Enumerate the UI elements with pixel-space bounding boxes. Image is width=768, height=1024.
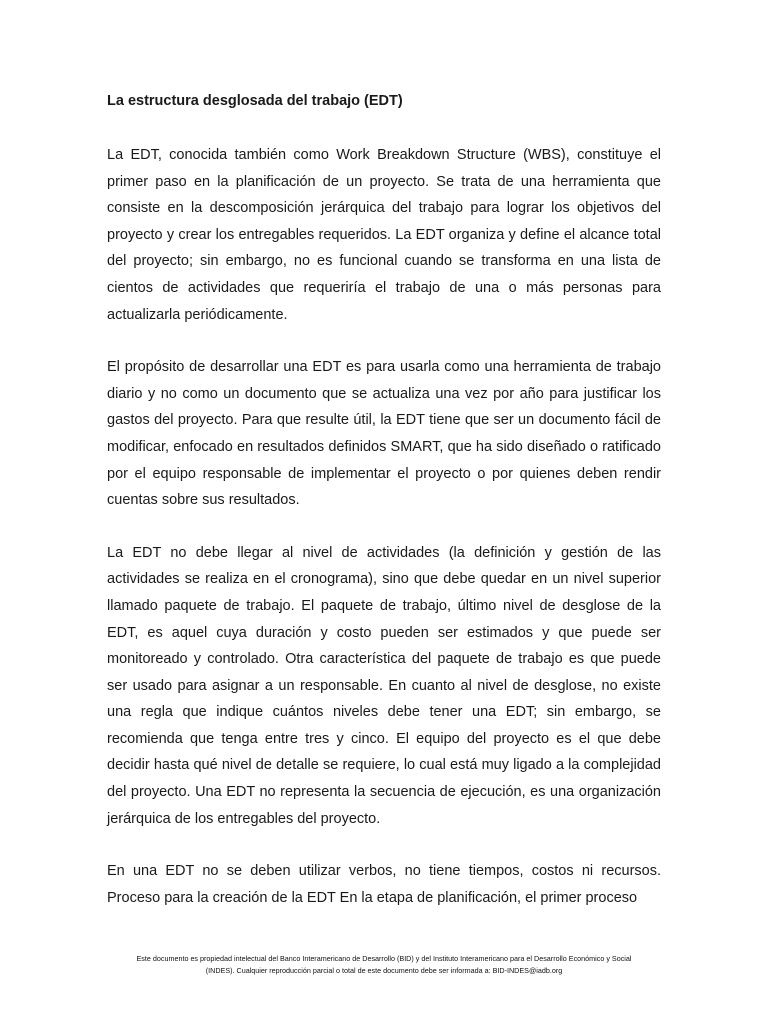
paragraph-work-package: La EDT no debe llegar al nivel de actividades (la definición y gestión de las actividades se realiza en el cronograma), sino que debe quedar en un nivel superior llamado paquete de trabajo. El paquete de trabajo, último nivel de desglose de la EDT, es aquel cuya duración y costo pueden ser estimados y que puede ser monitoreado y controlado. Otra característica del paquete de trabajo es que puede ser usado para asignar a un responsable. En cuanto al nivel de desglose, no existe una regla que indique cuántos niveles debe tener una EDT; sin embargo, se recomienda que tenga entre tres y cinco. El equipo del proyecto es el que debe decidir hasta qué nivel de detalle se requiere, lo cual está muy ligado a la complejidad del proyecto. Una EDT no representa la secuencia de ejecución, es una organización jerárquica de los entregables del proyecto.	[107, 544, 661, 827]
footer-line-2: (INDES). Cualquier reproducción parcial o total de este documento debe ser informada a: BID-INDES@iadb.org	[205, 966, 563, 975]
copyright-footer	[100, 953, 668, 977]
document-body	[107, 88, 661, 911]
paragraph-edt-rules: En una EDT no se deben utilizar verbos, no tiene tiempos, costos ni recursos. Proceso para la creación de la EDT En la etapa de planificación, el primer proceso	[107, 863, 661, 906]
footer-line-1: Este documento es propiedad intelectual del Banco Interamericano de Desarrollo (BID) y del Instituto Interamericano para el Desarrollo Económico y Social	[136, 954, 632, 963]
paragraph-edt-purpose: El propósito de desarrollar una EDT es para usarla como una herramienta de trabajo diario y no como un documento que se actualiza una vez por año para justificar los gastos del proyecto. Para que resulte útil, la EDT tiene que ser un documento fácil de modificar, enfocado en resultados definidos SMART, que ha sido diseñado o ratificado por el equipo responsable de implementar el proyecto o por quienes deben rendir cuentas sobre sus resultados.	[107, 359, 661, 509]
paragraph-edt-definition: La EDT, conocida también como Work Breakdown Structure (WBS), constituye el primer paso en la planificación de un proyecto. Se trata de una herramienta que consiste en la descomposición jerárquica del trabajo para lograr los objetivos del proyecto y crear los entregables requeridos. La EDT organiza y define el alcance total del proyecto; sin embargo, no es funcional cuando se transforma en una lista de cientos de actividades que requeriría el trabajo de una o más personas para actualizarla periódicamente.	[107, 147, 661, 323]
document-title: La estructura desglosada del trabajo (EDT)	[107, 93, 403, 109]
